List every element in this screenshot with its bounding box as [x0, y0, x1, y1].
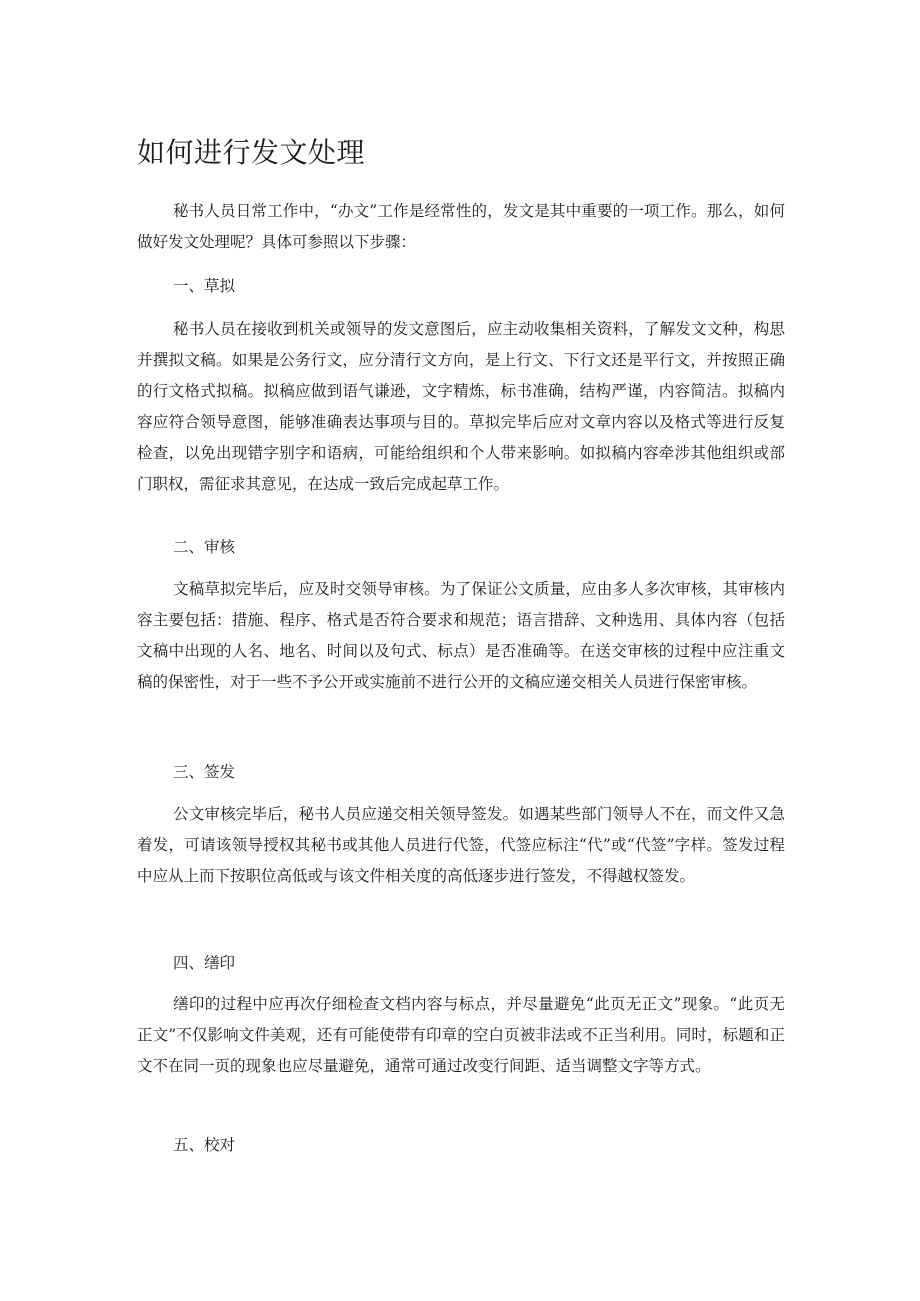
document-title: 如何进行发文处理 [137, 136, 366, 169]
section-body-printing: 缮印的过程中应再次仔细检查文档内容与标点，并尽量避免“此页无正文”现象。“此页无正文”不仅影响文件美观，还有可能使带有印章的空白页被非法或不正当利用。同时，标题和正文不在同一页的现象也应尽量避免，通常可通过改变行间距、适当调整文字等方式。 [137, 995, 785, 1075]
section-heading-printing: 四、缮印 [173, 954, 236, 972]
section-body-signing: 公文审核完毕后，秘书人员应递交相关领导签发。如遇某些部门领导人不在，而文件又急着发，可请该领导授权其秘书或其他人员进行代签，代签应标注“代”或“代签”字样。签发过程中应从上而下按职位高低或与该文件相关度的高低逐步进行签发，不得越权签发。 [137, 805, 785, 885]
section-body-review: 文稿草拟完毕后，应及时交领导审核。为了保证公文质量，应由多人多次审核，其审核内容主要包括：措施、程序、格式是否符合要求和规范；语言措辞、文种选用、具体内容（包括文稿中出现的人名、地名、时间以及句式、标点）是否准确等。在送交审核的过程中应注重文稿的保密性，对于一些不予公开或实施前不进行公开的文稿应递交相关人员进行保密审核。 [137, 580, 785, 691]
section-body-drafting: 秘书人员在接收到机关或领导的发文意图后，应主动收集相关资料，了解发文文种，构思并撰拟文稿。如果是公务行文，应分清行文方向，是上行文、下行文还是平行文，并按照正确的行文格式拟稿。拟稿应做到语气谦逊，文字精炼，标书准确，结构严谨，内容简洁。拟稿内容应符合领导意图，能够准确表达事项与目的。草拟完毕后应对文章内容以及格式等进行反复检查，以免出现错字别字和语病，可能给组织和个人带来影响。如拟稿内容牵涉其他组织或部门职权，需征求其意见，在达成一致后完成起草工作。 [137, 320, 785, 493]
intro-paragraph: 秘书人员日常工作中，“办文”工作是经常性的，发文是其中重要的一项工作。那么，如何做好发文处理呢？具体可参照以下步骤： [137, 202, 785, 251]
section-heading-signing: 三、签发 [173, 763, 236, 781]
section-heading-proofreading: 五、校对 [173, 1136, 236, 1154]
section-heading-drafting: 一、草拟 [173, 277, 236, 295]
section-heading-review: 二、审核 [173, 538, 236, 556]
